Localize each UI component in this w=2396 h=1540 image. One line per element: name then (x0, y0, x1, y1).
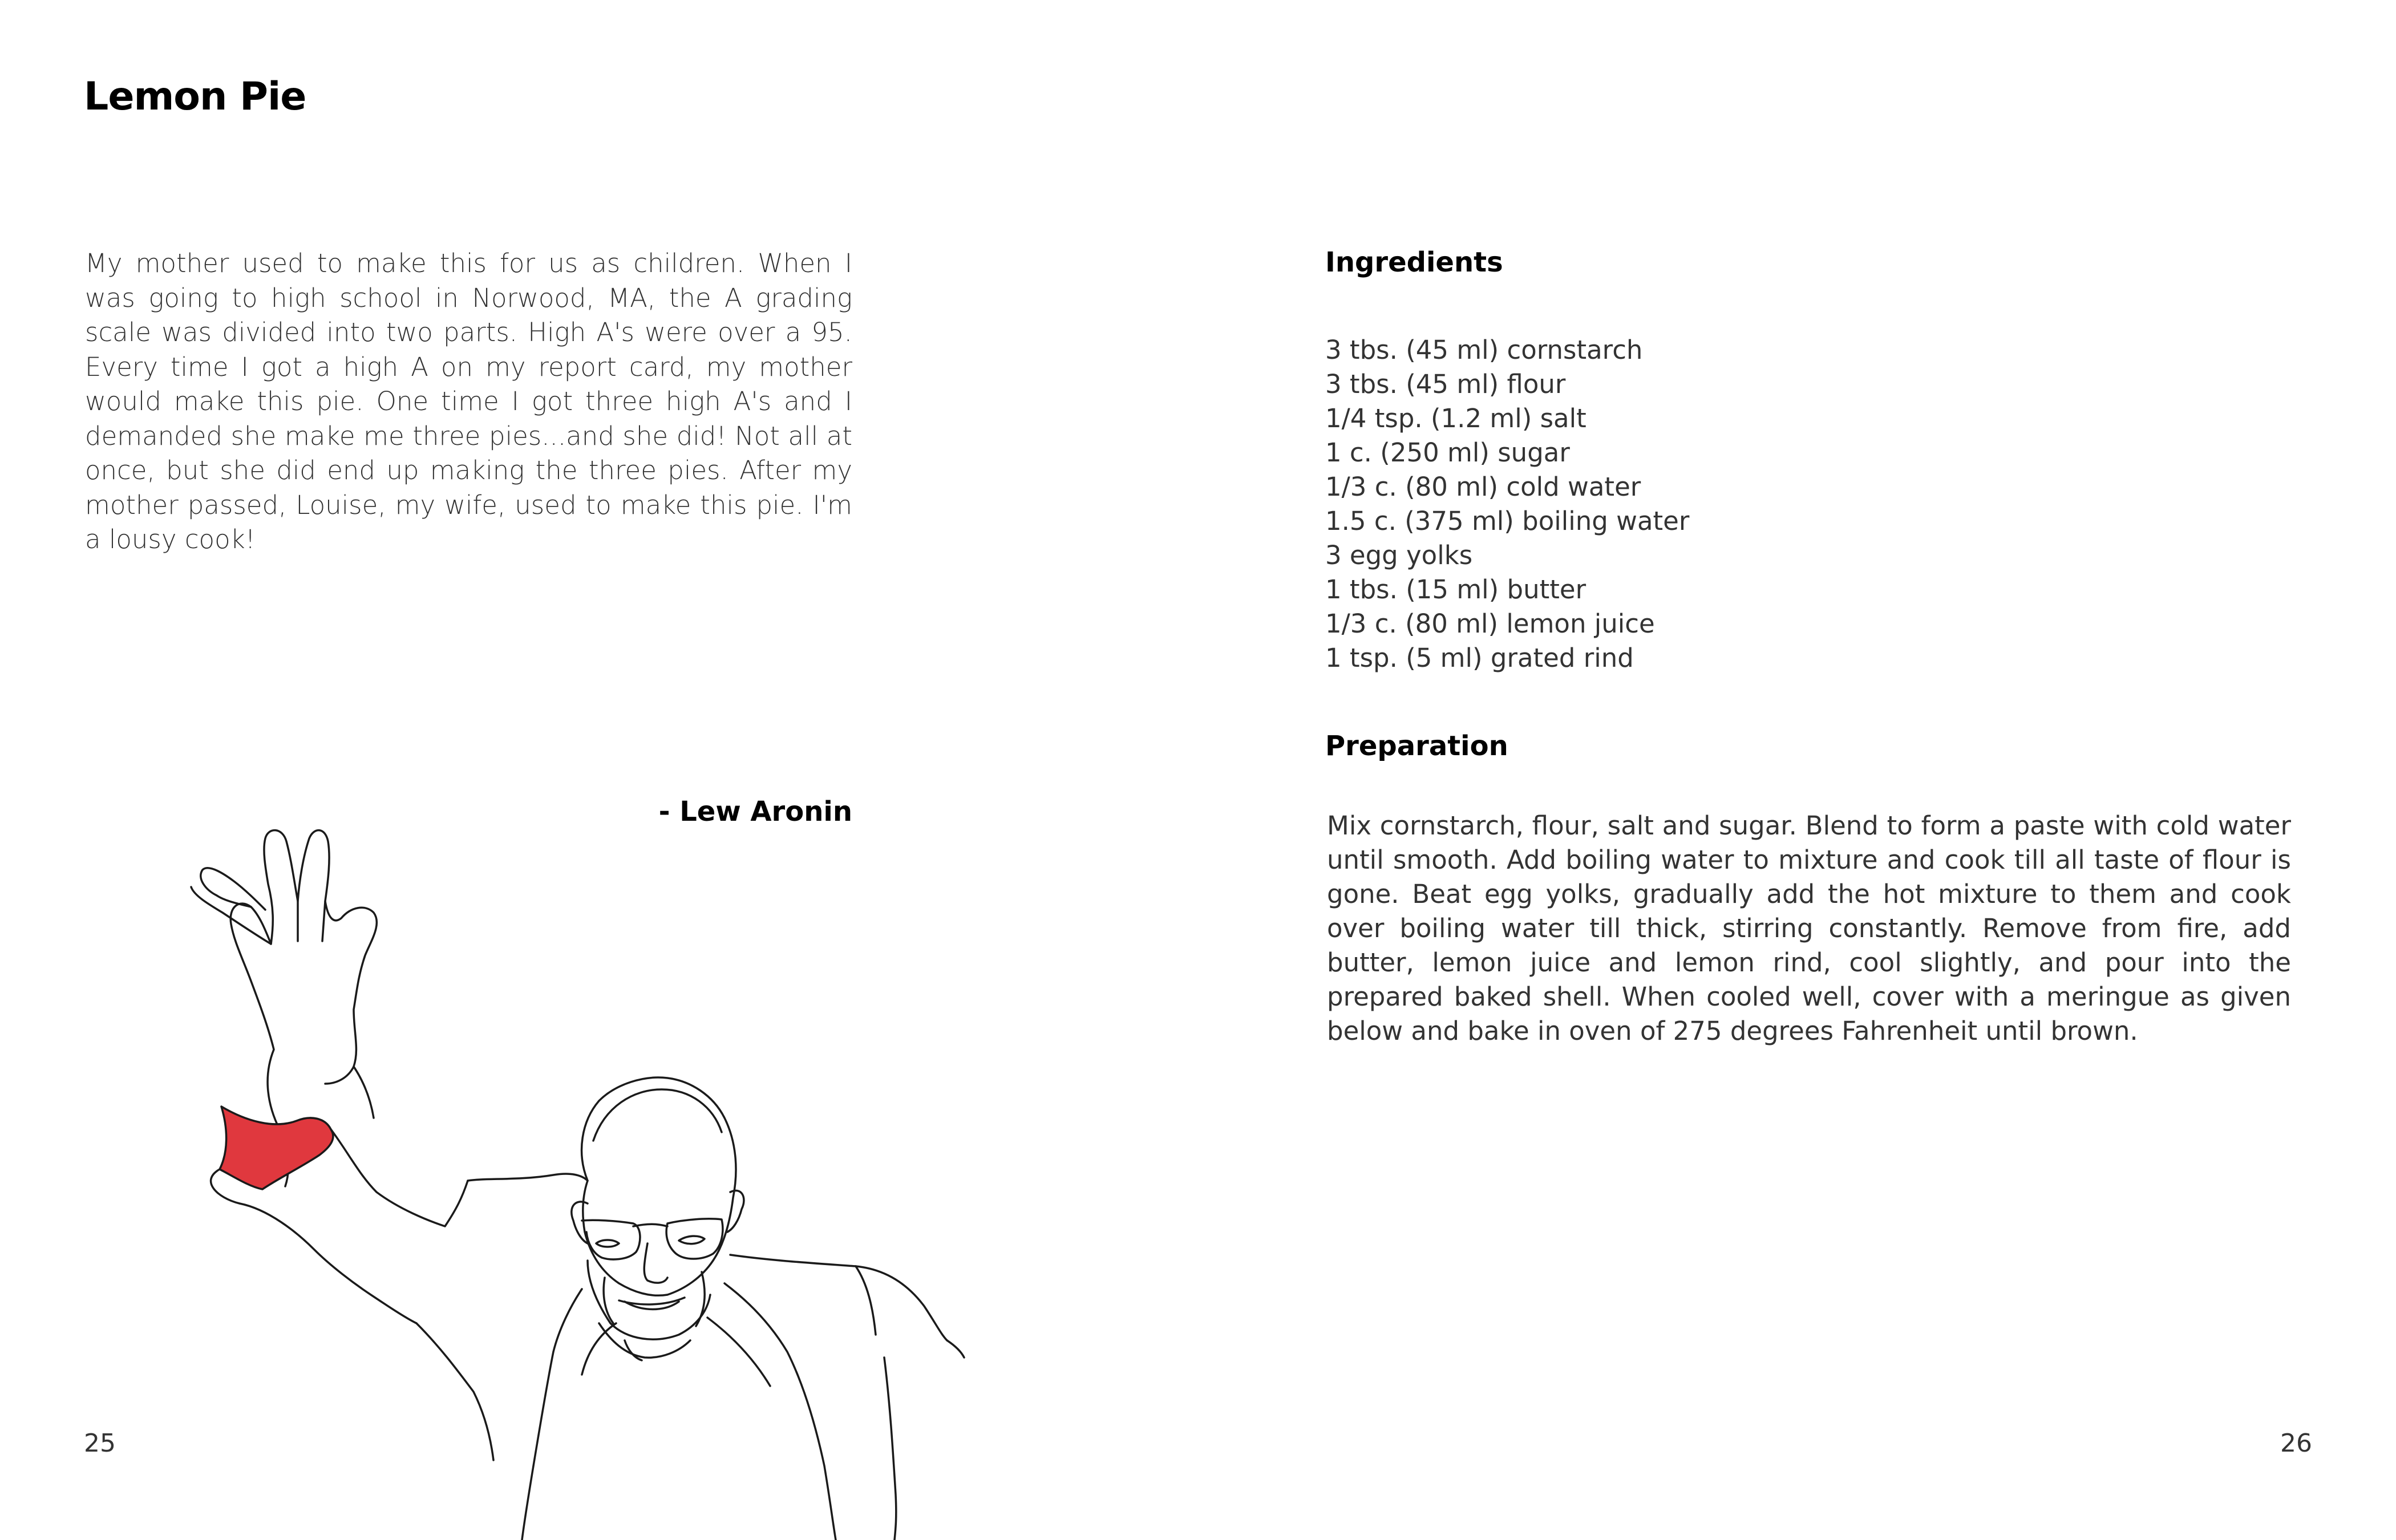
recipe-title: Lemon Pie (84, 74, 306, 119)
ingredient-item: 1 c. (250 ml) sugar (1325, 437, 1570, 468)
ingredients-heading: Ingredients (1325, 246, 1503, 278)
ingredient-item: 3 tbs. (45 ml) cornstarch (1325, 335, 1643, 365)
page-number-right: 26 (2280, 1429, 2312, 1458)
ingredients-list (1325, 333, 1689, 675)
ingredient-item: 1/3 c. (80 ml) cold water (1325, 472, 1641, 502)
ingredient-item: 3 egg yolks (1325, 540, 1473, 570)
preparation-heading: Preparation (1325, 730, 1508, 762)
red-cuff (220, 1107, 333, 1189)
author-signature: - Lew Aronin (658, 796, 852, 828)
hand-outline (230, 830, 377, 1129)
head-outline (582, 1077, 736, 1295)
ingredient-item: 1.5 c. (375 ml) boiling water (1325, 506, 1690, 536)
ingredient-item: 3 tbs. (45 ml) flour (1325, 369, 1566, 399)
portrait-illustration (86, 810, 1027, 1540)
ingredient-item: 1 tsp. (5 ml) grated rind (1325, 643, 1634, 673)
ingredient-item: 1/3 c. (80 ml) lemon juice (1325, 609, 1655, 639)
ingredient-item: 1/4 tsp. (1.2 ml) salt (1325, 403, 1586, 433)
ingredient-item: 1 tbs. (15 ml) butter (1325, 574, 1586, 605)
preparation-text: Mix cornstarch, flour, salt and sugar. Blend to form a paste with cold water until smooth. Add boiling water to mixture and cook till all taste of flour is gone. Beat egg yolks, gradually add the hot mixture to them and cook over boiling water till thick, stirring constantly. Remove from fire, add butter, lemon juice and lemon rind, cool slightly, and pour into the prepared baked shell. When cooled well, cover with a meringue as given below and bake in oven of 275 degrees Fahrenheit until brown. (1327, 810, 2291, 1046)
page-number-left: 25 (84, 1429, 116, 1458)
story-text: My mother used to make this for us as children. When I was going to high school in Norwood, MA, the A grading scale was divided into two parts. High A's were over a 95. Every time I got a high A on my report card, my mother would make this pie. One time I got three high A's and I demanded she make me three pies...and she did! Not all at once, but she did end up making the three pies. After my mother passed, Louise, my wife, used to make this pie. I'm a lousy cook! (85, 248, 852, 554)
